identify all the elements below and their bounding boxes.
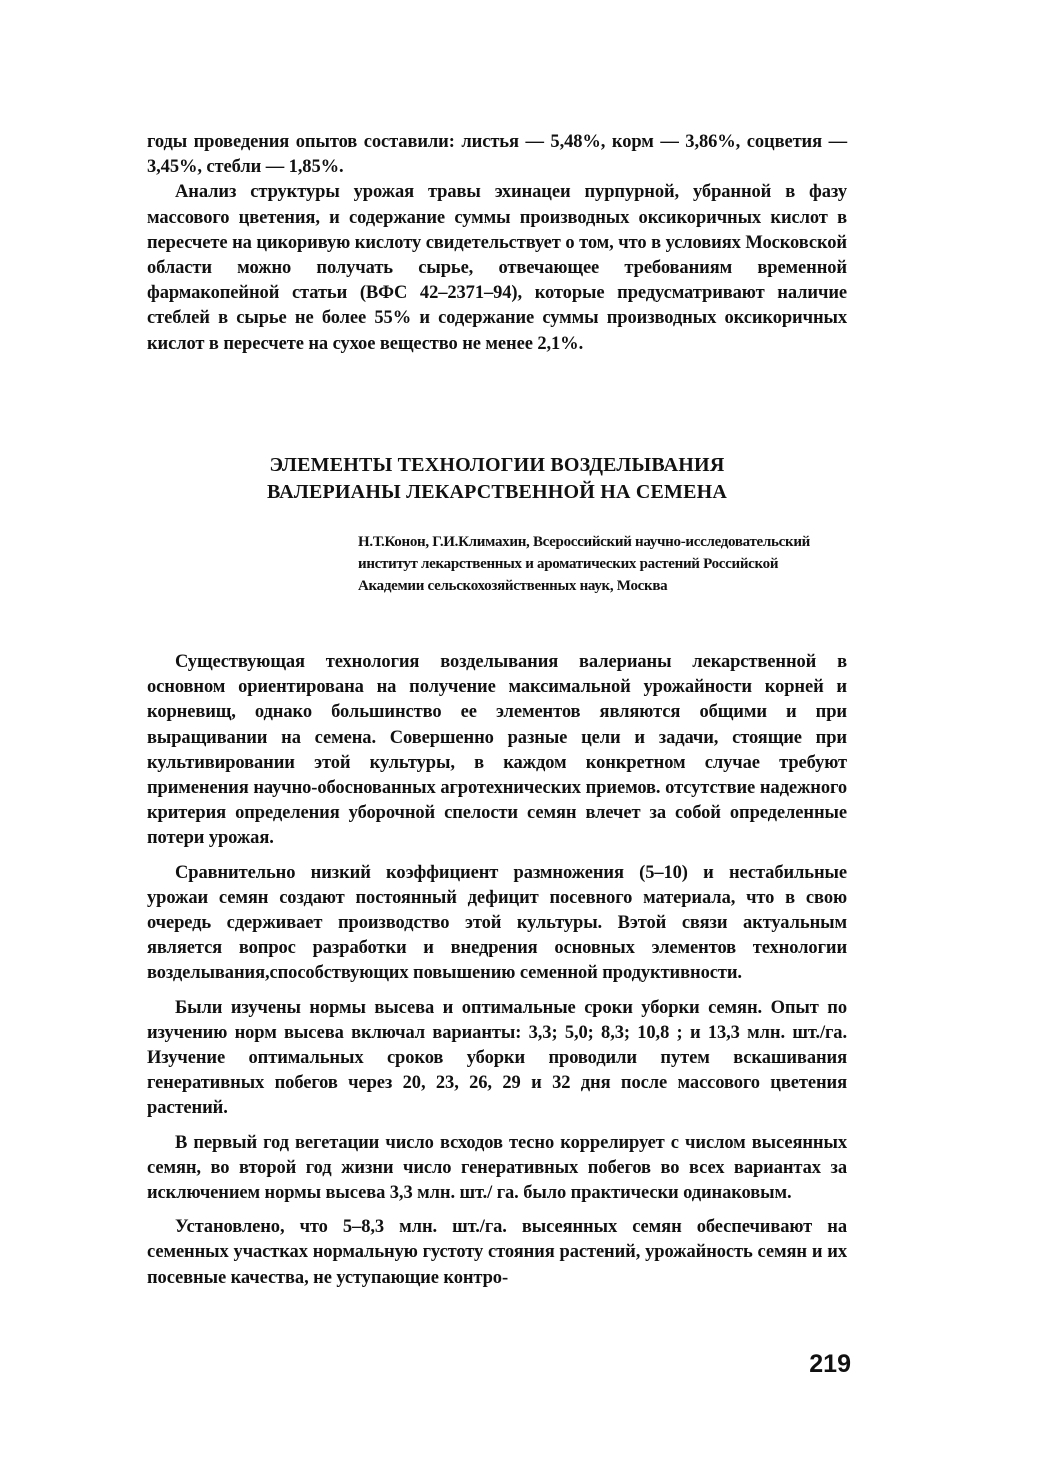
article-title: [147, 452, 847, 506]
page-number: 219: [809, 1350, 851, 1378]
article-title-line: ЭЛЕМЕНТЫ ТЕХНОЛОГИИ ВОЗДЕЛЫВАНИЯ: [269, 454, 725, 476]
body-paragraph: Были изучены нормы высева и оптимальные сроки уборки семян. Опыт по изучению норм высева включал варианты: 3,3; 5,0; 8,3; 10,8 ; и 13,3 млн. шт./га. Изучение оптимальных сроков уборки проводили путем вскашивания генеративных побегов через 20, 23, 26, 29 и 32 дня после массового цветения растений.: [147, 997, 847, 1119]
article-title-line: ВАЛЕРИАНЫ ЛЕКАРСТВЕННОЙ НА СЕМЕНА: [266, 481, 728, 503]
body-paragraph: В первый год вегетации число всходов тесно коррелирует с числом высеянных семян, во второй год жизни число генеративных побегов во всех вариантах за исключением нормы высева 3,3 млн. шт./ га. было практически одинаковым.: [147, 1132, 847, 1204]
body-paragraph: Установлено, что 5–8,3 млн. шт./га. высеянных семян обеспечивают на семенных участках нормальную густоту стояния растений, урожайность семян и их посевные качества, не уступающие контро-: [147, 1217, 847, 1288]
article-authors: Н.Т.Конон, Г.И.Климахин, Всероссийский научно-исследовательский институт лекарственных и ароматических растений Российской Академии сельскохозяйственных наук, Москва: [358, 534, 811, 594]
body-paragraph: Сравнительно низкий коэффициент размножения (5–10) и нестабильные урожаи семян создают постоянный дефицит посевного материала, что в свою очередь сдерживает производство этой культуры. Вэтой связи актуальным является вопрос разработки и внедрения основных элементов технологии возделывания,способствующих повышению семенной продуктивности.: [147, 862, 847, 984]
body-paragraph: годы проведения опытов составили: листья — 5,48%, корм — 3,86%, соцветия — 3,45%, стебли — 1,85%.: [147, 132, 847, 178]
body-paragraph: Анализ структуры урожая травы эхинацеи пурпурной, убранной в фазу массового цветения, и содержание суммы производных оксикоричных кислот в пересчете на цикоривую кислоту свидетельствует о том, что в условиях Московской области можно получать сырье, отвечающее требованиям временной фармакопейной статьи (ВФС 42–2371–94), которые предусматривают наличие стеблей в сырье не более 55% и содержание суммы производных оксикоричных кислот в пересчете на сухое вещество не менее 2,1%.: [147, 182, 847, 354]
article-body: [147, 650, 847, 1291]
body-paragraph: Существующая технология возделывания валерианы лекарственной в основном ориентирована на получение максимальной урожайности корней и корневищ, однако большинство ее элементов являются общими и при выращивании на семена. Совершенно разные цели и задачи, стоящие при культивировании этой культуры, в каждом конкретном случае требуют применения научно-обоснованных агротехнических приемов. отсутствие надежного критерия определения уборочной спелости семян влечет за собой определенные потери урожая.: [147, 652, 847, 849]
previous-article-ending: [147, 130, 847, 357]
